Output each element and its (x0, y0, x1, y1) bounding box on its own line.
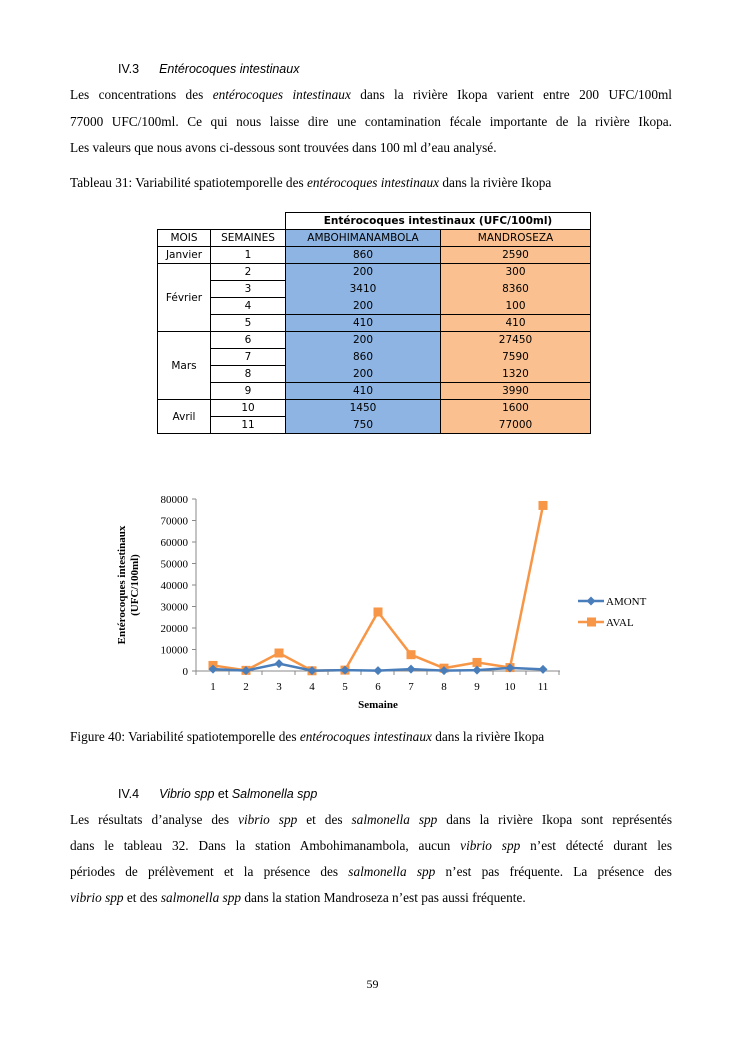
legend-label: AMONT (606, 596, 647, 608)
text: entérocoques intestinaux (307, 175, 440, 190)
mandroseza-cell: 7590 (441, 349, 591, 366)
text: dans le tableau 32. Dans la station Ambohimanambola, aucun (70, 838, 461, 853)
text: salmonella spp (348, 864, 436, 879)
col-header: SEMAINES (211, 230, 286, 247)
month-cell: Février (158, 264, 211, 332)
text: Vibrio spp (159, 787, 215, 801)
table-row (158, 332, 591, 349)
week-cell: 8 (211, 366, 286, 383)
text: dans la rivière Ikopa sont représentés (437, 812, 673, 827)
week-cell: 11 (211, 417, 286, 434)
y-tick-label: 80000 (160, 494, 188, 506)
data-point (539, 665, 548, 674)
ambohimanambola-cell: 200 (286, 366, 441, 383)
table-caption (70, 175, 672, 191)
x-tick-label: 6 (375, 681, 381, 693)
x-tick-label: 4 (309, 681, 315, 693)
text: Tableau 31: Variabilité spatiotemporelle des (70, 175, 307, 190)
data-point (275, 659, 284, 668)
section-number: IV.4 (118, 787, 140, 801)
legend-label: AVAL (606, 617, 634, 629)
figure-caption (70, 729, 672, 745)
data-point (407, 665, 416, 674)
table-row (158, 264, 591, 281)
text: n’est pas fréquente. La présence des (435, 864, 672, 879)
paragraph-line (70, 838, 672, 854)
paragraph-line: 77000 UFC/100ml. Ce qui nous laisse dire une contamination fécale importante de la rivière Ikopa. (70, 114, 672, 129)
y-tick-label: 20000 (160, 623, 188, 635)
y-axis-label: Entérocoques intestinaux (116, 525, 128, 645)
table-row (158, 247, 591, 264)
text: dans la rivière Ikopa varient entre 200 UFC/100ml (350, 87, 673, 102)
text: vibrio spp (70, 890, 124, 905)
mandroseza-cell: 1320 (441, 366, 591, 383)
text: dans la rivière Ikopa (431, 729, 545, 744)
y-tick-label: 30000 (160, 601, 188, 614)
data-point (374, 607, 383, 616)
paragraph-line (70, 87, 672, 103)
mandroseza-cell: 2590 (441, 247, 591, 264)
table-row (158, 349, 591, 366)
x-tick-label: 9 (474, 681, 480, 693)
enterocoques-table (157, 212, 591, 434)
y-tick-label: 60000 (160, 537, 188, 549)
x-tick-label: 8 (441, 681, 447, 693)
data-point (473, 666, 482, 675)
ambohimanambola-cell: 860 (286, 247, 441, 264)
text: dans la rivière Ikopa (439, 175, 552, 190)
line-chart (0, 480, 745, 720)
text: n’est détecté durant les (520, 838, 673, 853)
x-tick-label: 1 (210, 681, 216, 693)
section-title: Entérocoques intestinaux (159, 62, 300, 76)
group-header: Entérocoques intestinaux (UFC/100ml) (286, 213, 591, 230)
week-cell: 7 (211, 349, 286, 366)
mandroseza-cell: 77000 (441, 417, 591, 434)
paragraph-line (70, 812, 672, 828)
ambohimanambola-cell: 200 (286, 264, 441, 281)
legend-marker (587, 618, 596, 627)
ambohimanambola-cell: 410 (286, 315, 441, 332)
mandroseza-cell: 100 (441, 298, 591, 315)
text: Les concentrations des (70, 87, 213, 102)
y-tick-label: 10000 (160, 644, 188, 657)
mandroseza-cell: 410 (441, 315, 591, 332)
x-tick-label: 3 (276, 681, 282, 693)
week-cell: 2 (211, 264, 286, 281)
empty-cell (158, 213, 286, 230)
x-axis-label: Semaine (358, 699, 398, 711)
week-cell: 6 (211, 332, 286, 349)
text: vibrio spp (460, 838, 521, 853)
week-cell: 9 (211, 383, 286, 400)
table-row (158, 281, 591, 298)
data-point (275, 649, 284, 658)
mandroseza-cell: 300 (441, 264, 591, 281)
legend-marker (587, 597, 596, 606)
paragraph-line (70, 890, 672, 906)
text: vibrio spp (238, 812, 298, 827)
x-tick-label: 2 (243, 681, 249, 693)
data-point (473, 658, 482, 667)
x-tick-label: 5 (342, 681, 348, 693)
section-heading-iv3 (118, 62, 299, 76)
x-tick-label: 7 (408, 681, 414, 693)
ambohimanambola-cell: 750 (286, 417, 441, 434)
data-point (539, 501, 548, 510)
table-row (158, 315, 591, 332)
y-axis-label: (UFC/100ml) (129, 554, 141, 616)
text: entérocoques intestinaux (212, 87, 351, 102)
week-cell: 3 (211, 281, 286, 298)
month-cell: Mars (158, 332, 211, 400)
paragraph-line (70, 864, 672, 880)
text: salmonella spp (160, 890, 242, 905)
week-cell: 4 (211, 298, 286, 315)
text: Figure 40: Variabilité spatiotemporelle des (70, 729, 300, 744)
week-cell: 1 (211, 247, 286, 264)
text: et des (123, 890, 161, 905)
col-header: MANDROSEZA (441, 230, 591, 247)
y-tick-label: 0 (182, 666, 188, 678)
data-point (374, 666, 383, 675)
x-tick-label: 11 (537, 681, 549, 693)
ambohimanambola-cell: 1450 (286, 400, 441, 417)
table-row (158, 298, 591, 315)
y-tick-label: 70000 (160, 515, 188, 528)
page-number: 59 (366, 977, 379, 991)
y-tick-label: 50000 (160, 558, 188, 571)
table-row (158, 383, 591, 400)
text: salmonella spp (351, 812, 438, 827)
mandroseza-cell: 1600 (441, 400, 591, 417)
col-header: AMBOHIMANAMBOLA (286, 230, 441, 247)
text: dans la station Mandroseza n’est pas aussi fréquente. (241, 890, 526, 905)
series-line-aval (213, 505, 543, 670)
week-cell: 10 (211, 400, 286, 417)
section-number: IV.3 (118, 62, 140, 76)
ambohimanambola-cell: 3410 (286, 281, 441, 298)
paragraph-line: Les valeurs que nous avons ci-dessous sont trouvées dans 100 ml d’eau analysé. (70, 140, 497, 155)
text: et des (297, 812, 352, 827)
col-header: MOIS (158, 230, 211, 247)
month-cell: Janvier (158, 247, 211, 264)
x-tick-label: 10 (504, 681, 516, 693)
mandroseza-cell: 27450 (441, 332, 591, 349)
table-row (158, 366, 591, 383)
text: périodes de prélèvement et la présence des (70, 864, 349, 879)
ambohimanambola-cell: 200 (286, 298, 441, 315)
text: Salmonella spp (231, 787, 318, 801)
text: et (214, 787, 232, 801)
table-row (158, 400, 591, 417)
month-cell: Avril (158, 400, 211, 434)
ambohimanambola-cell: 200 (286, 332, 441, 349)
table-row (158, 417, 591, 434)
data-point (407, 650, 416, 659)
section-heading-iv4 (118, 787, 317, 801)
ambohimanambola-cell: 410 (286, 383, 441, 400)
mandroseza-cell: 8360 (441, 281, 591, 298)
y-tick-label: 40000 (160, 580, 188, 592)
ambohimanambola-cell: 860 (286, 349, 441, 366)
mandroseza-cell: 3990 (441, 383, 591, 400)
week-cell: 5 (211, 315, 286, 332)
text: entérocoques intestinaux (299, 729, 432, 744)
text: Les résultats d’analyse des (70, 812, 239, 827)
